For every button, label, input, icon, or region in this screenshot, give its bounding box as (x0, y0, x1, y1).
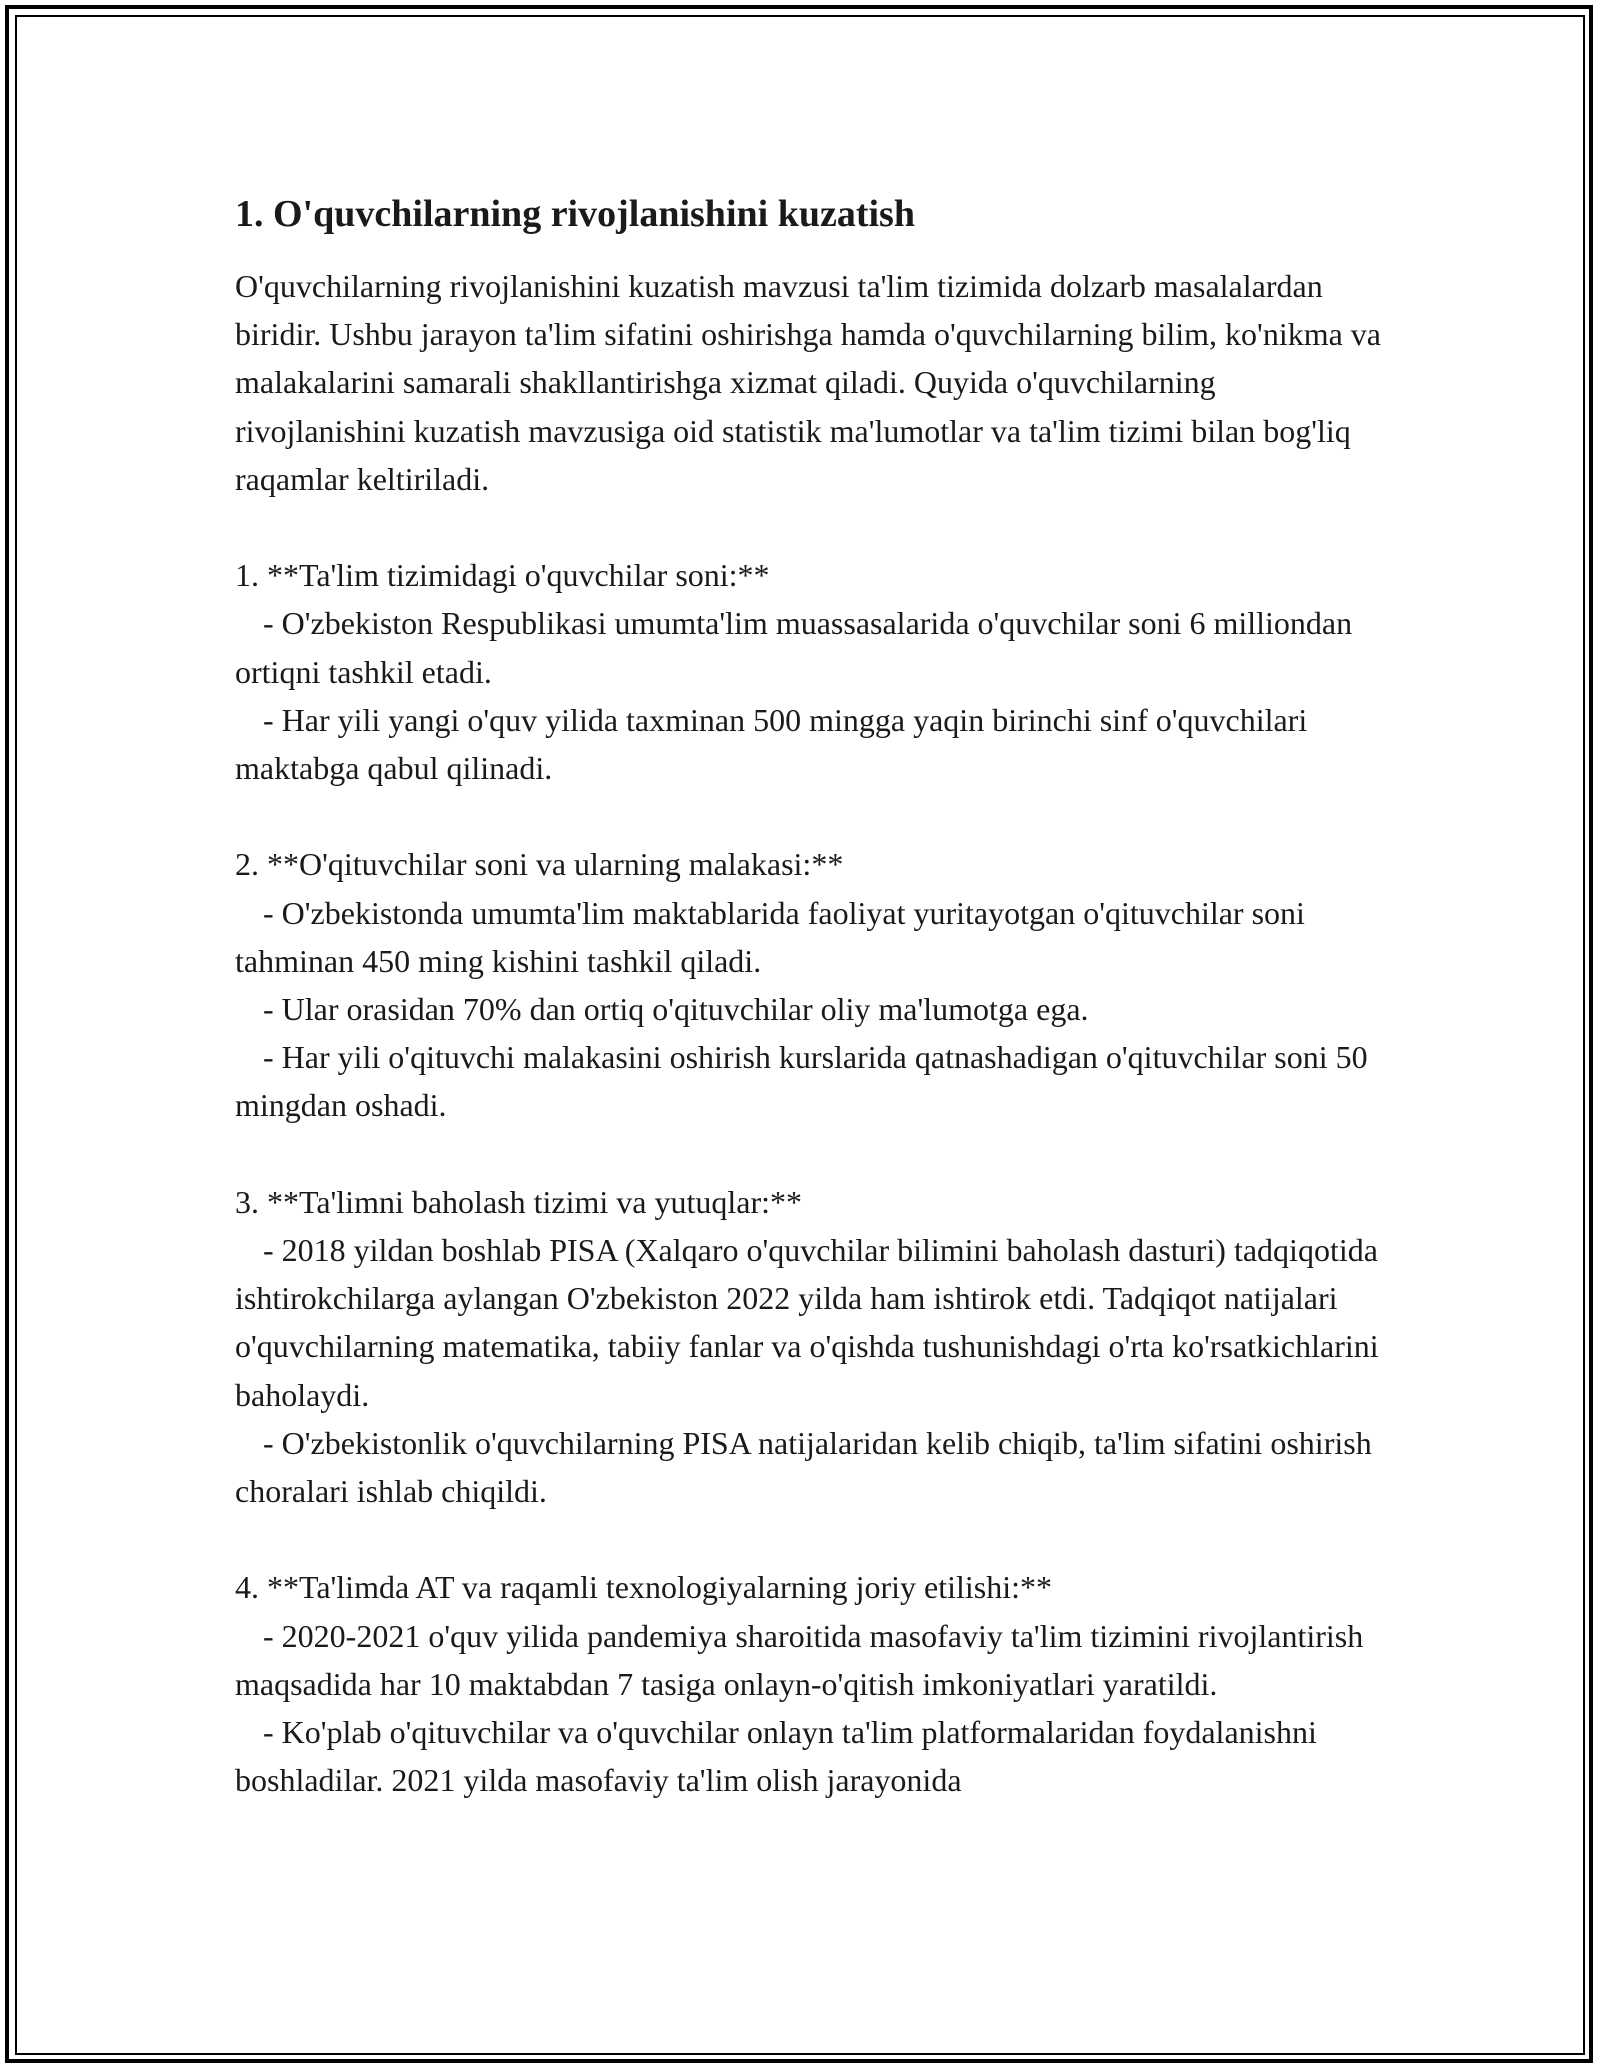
section-title: 3. **Ta'limni baholash tizimi va yutuqlar:** (235, 1183, 802, 1220)
list-item: - Har yili o'qituvchi malakasini oshirish kurslarida qatnashadigan o'qituvchilar soni 50 mingdan oshadi. (235, 1039, 1368, 1124)
list-item: - Ko'plab o'qituvchilar va o'quvchilar onlayn ta'lim platformalaridan foydalanishni boshladilar. 2021 yilda masofaviy ta'lim olish jarayonida (235, 1714, 1317, 1799)
list-item: - O'zbekiston Respublikasi umumta'lim muassasalarida o'quvchilar soni 6 milliondan ortiqni tashkil etadi. (235, 605, 1353, 690)
section-teachers (235, 840, 1385, 1129)
page-title: 1. O'quvchilarning rivojlanishini kuzatish (235, 193, 915, 235)
section-students (235, 551, 1385, 792)
section-technology (235, 1563, 1385, 1804)
list-item: - 2020-2021 o'quv yilida pandemiya sharoitida masofaviy ta'lim tizimini rivojlantirish maqsadida har 10 maktabdan 7 tasiga onlayn-o'qitish imkoniyatlari yaratildi. (235, 1617, 1364, 1702)
section-title: 1. **Ta'lim tizimidagi o'quvchilar soni:** (235, 557, 770, 594)
section-title: 4. **Ta'limda AT va raqamli texnologiyalarning joriy etilishi:** (235, 1569, 1053, 1606)
section-title: 2. **O'qituvchilar soni va ularning malakasi:** (235, 846, 844, 883)
list-item: - O'zbekistonlik o'quvchilarning PISA natijalaridan kelib chiqib, ta'lim sifatini oshirish choralari ishlab chiqildi. (235, 1424, 1372, 1510)
list-item: - O'zbekistonda umumta'lim maktablarida faoliyat yuritayotgan o'qituvchilar soni tahminan 450 ming kishini tashkil qiladi. (235, 894, 1305, 979)
document-body (235, 190, 1385, 1804)
list-item: - 2018 yildan boshlab PISA (Xalqaro o'quvchilar bilimini baholash dasturi) tadqiqotida ishtirokchilarga aylangan O'zbekiston 2022 yilda ham ishtirok etdi. Tadqiqot natijalari o'quvchilarning matematika, tabiiy fanlar va o'qishda tushunishdagi o'rta ko'rsatkichlarini baholaydi. (235, 1232, 1379, 1413)
section-assessment (235, 1178, 1385, 1515)
list-item: - Ular orasidan 70% dan ortiq o'qituvchilar oliy ma'lumotga ega. (263, 991, 1089, 1028)
intro-paragraph: O'quvchilarning rivojlanishini kuzatish mavzusi ta'lim tizimida dolzarb masalalardan biridir. Ushbu jarayon ta'lim sifatini oshirishga hamda o'quvchilarning bilim, ko'nikma va malakalarini samarali shakllantirishga xizmat qiladi. Quyida o'quvchilarning rivojlanishini kuzatish mavzusiga oid statistik ma'lumotlar va ta'lim tizimi bilan bog'liq raqamlar keltiriladi. (235, 268, 1381, 497)
list-item: - Har yili yangi o'quv yilida taxminan 500 mingga yaqin birinchi sinf o'quvchilari maktabga qabul qilinadi. (235, 701, 1308, 787)
